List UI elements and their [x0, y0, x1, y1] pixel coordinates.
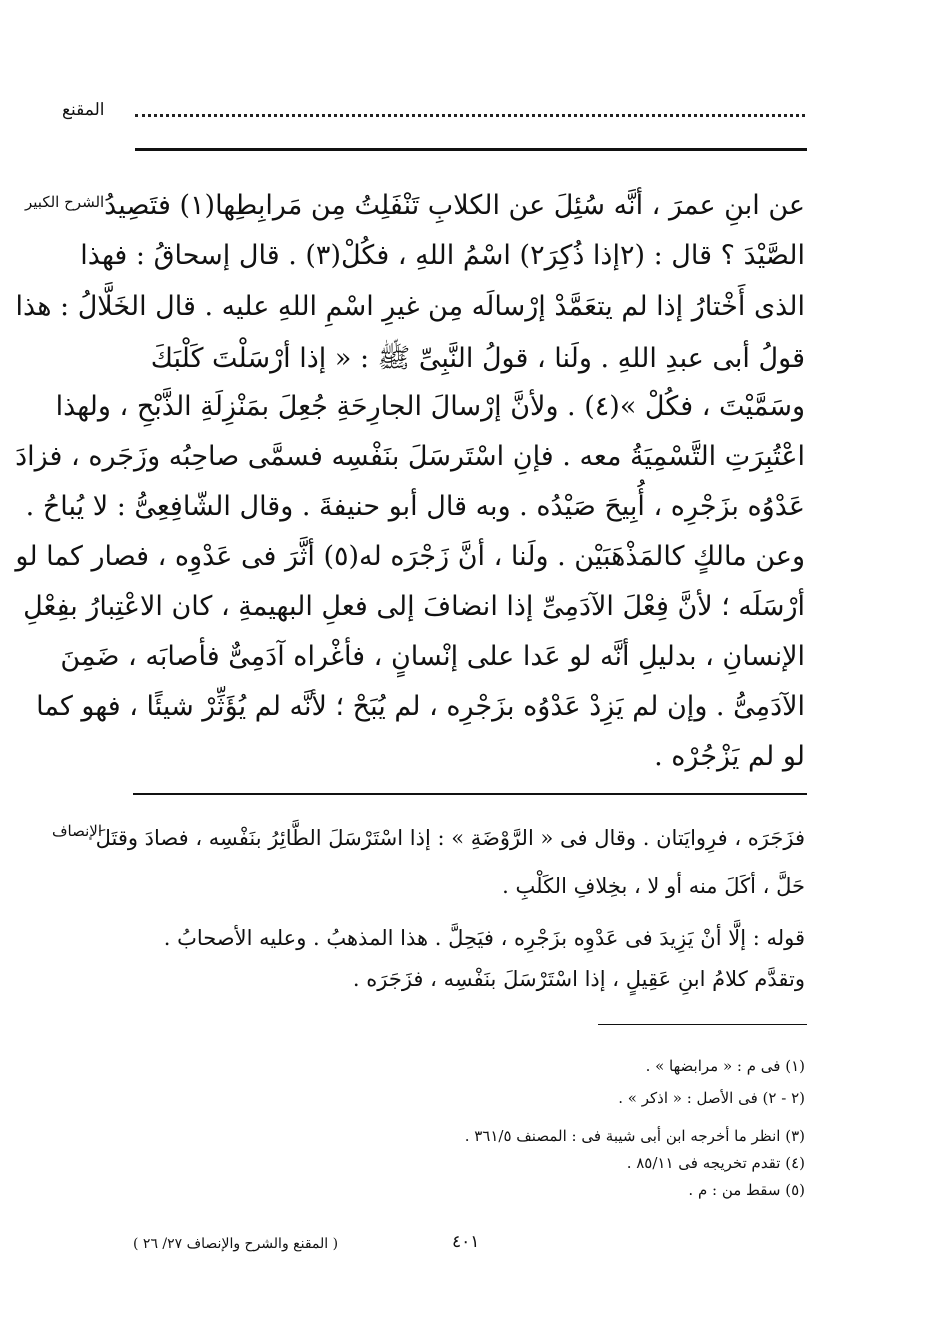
footnote: (٣) انظر ما أخرجه ابن أبى شيبة فى : المصنف ٣٦١/٥ .	[464, 1127, 805, 1145]
main-text-line: أرْسَلَه ؛ لأنَّ فِعْلَ الآدَمِىِّ إذا انضافَ إلى فعلِ البهيمةِ ، كان الاعْتِبارُ بفِعْلِ	[23, 591, 805, 622]
insaf-text-line: حَلَّ ، أكَلَ منه أو لا ، بخِلافِ الكَلْبِ .	[502, 874, 805, 898]
main-text-line: قولُ أبى عبدِ اللهِ . ولَنا ، قولُ النَّبِىِّ ﷺ : « إذا أرْسَلْتَ كَلْبَكَ	[150, 343, 805, 374]
side-label-sharh: الشرح الكبير	[25, 193, 105, 211]
main-text-line: الصَّيْدَ ؟ قال : (٢إذا ذُكِرَ٢) اسْمُ اللهِ ، فكُلْ(٣) . قال إسحاقُ : فهذا	[80, 240, 805, 271]
main-text-line: لو لم يَزْجُرْه .	[654, 741, 805, 772]
side-label-insaf: الإنصاف	[52, 822, 103, 840]
insaf-text-line: فزَجَرَه ، فرِوايَتان . وقال فى « الرَّوْضَةِ » : إذا اسْتَرْسَلَ الطَّائِرُ بنَفْسِه ، فصادَ وقتَلَ	[95, 826, 805, 850]
header-rule	[135, 148, 807, 151]
page-number: ٤٠١	[452, 1232, 480, 1252]
insaf-text-line: وتقدَّم كلامُ ابنِ عَقِيلٍ ، إذا اسْتَرْسَلَ بنَفْسِه ، فزَجَرَه .	[352, 967, 805, 991]
main-text-line: الآدَمِىُّ . وإن لم يَزِدْ عَدْوُه بزَجْرِه ، لم يُبَحْ ؛ لأنَّه لم يُؤَثِّرْ شيئًا ، فهو كما	[36, 691, 805, 722]
footnote: (٤) تقدم تخريجه فى ٨٥/١١ .	[626, 1154, 805, 1172]
main-text-line: الإنسانِ ، بدليلِ أنَّه لو عَدا على إنْسانٍ ، فأغْراه آدَمِىٌّ فأصابَه ، ضَمِنَ	[60, 641, 805, 672]
section-divider	[133, 793, 807, 795]
volume-reference: ( المقنع والشرح والإنصاف ٢٧/ ٢٦ )	[133, 1236, 339, 1252]
footnote: (٥) سقط من : م .	[688, 1181, 805, 1199]
insaf-text-line: قوله : إلَّا أنْ يَزِيدَ فى عَدْوِه بزَجْرِه ، فيَحِلَّ . هذا المذهبُ . وعليه الأصحابُ .	[163, 926, 805, 950]
main-text-line: عَدْوُه بزَجْرِه ، أُبِيحَ صَيْدُه . وبه قال أبو حنيفةَ . وقال الشّافِعِىُّ : لا يُباحُ .	[25, 491, 805, 522]
main-text-line: اعْتُبِرَتِ التَّسْمِيَةُ معه . فإنِ اسْتَرسَلَ بنَفْسِه فسمَّى صاحِبُه وزَجَره ، فزادَ	[15, 441, 805, 472]
header-title: المقنع	[62, 100, 105, 120]
footnote-divider	[598, 1024, 807, 1025]
main-text-line: وعن مالكٍ كالمَذْهَبَيْن . ولَنا ، أنَّ زَجْرَه له(٥) أثَّرَ فى عَدْوِه ، فصار كما لو	[15, 541, 805, 572]
footnote: (٢ - ٢) فى الأصل : « اذكر » .	[618, 1089, 805, 1107]
main-text-line: وسَمَّيْتَ ، فكُلْ »(٤) . ولأنَّ إرْسالَ الجارِحَةِ جُعِلَ بمَنْزِلَةِ الذَّبْحِ ، ولهذا	[55, 391, 805, 422]
header-dotted-leader	[135, 104, 805, 117]
main-text-line: الذى أَخْتارُ إذا لم يتعَمَّدْ إرْسالَه مِن غيرِ اسْمِ اللهِ عليه . قال الخَلَّالُ : هذا	[15, 291, 805, 322]
main-text-line: عن ابنِ عمرَ ، أنَّه سُئِلَ عن الكلابِ تَنْفَلِتُ مِن مَرابِطِها(١) فتَصِيدُ	[104, 190, 805, 221]
footnote: (١) فى م : « مرابضها » .	[645, 1057, 805, 1075]
